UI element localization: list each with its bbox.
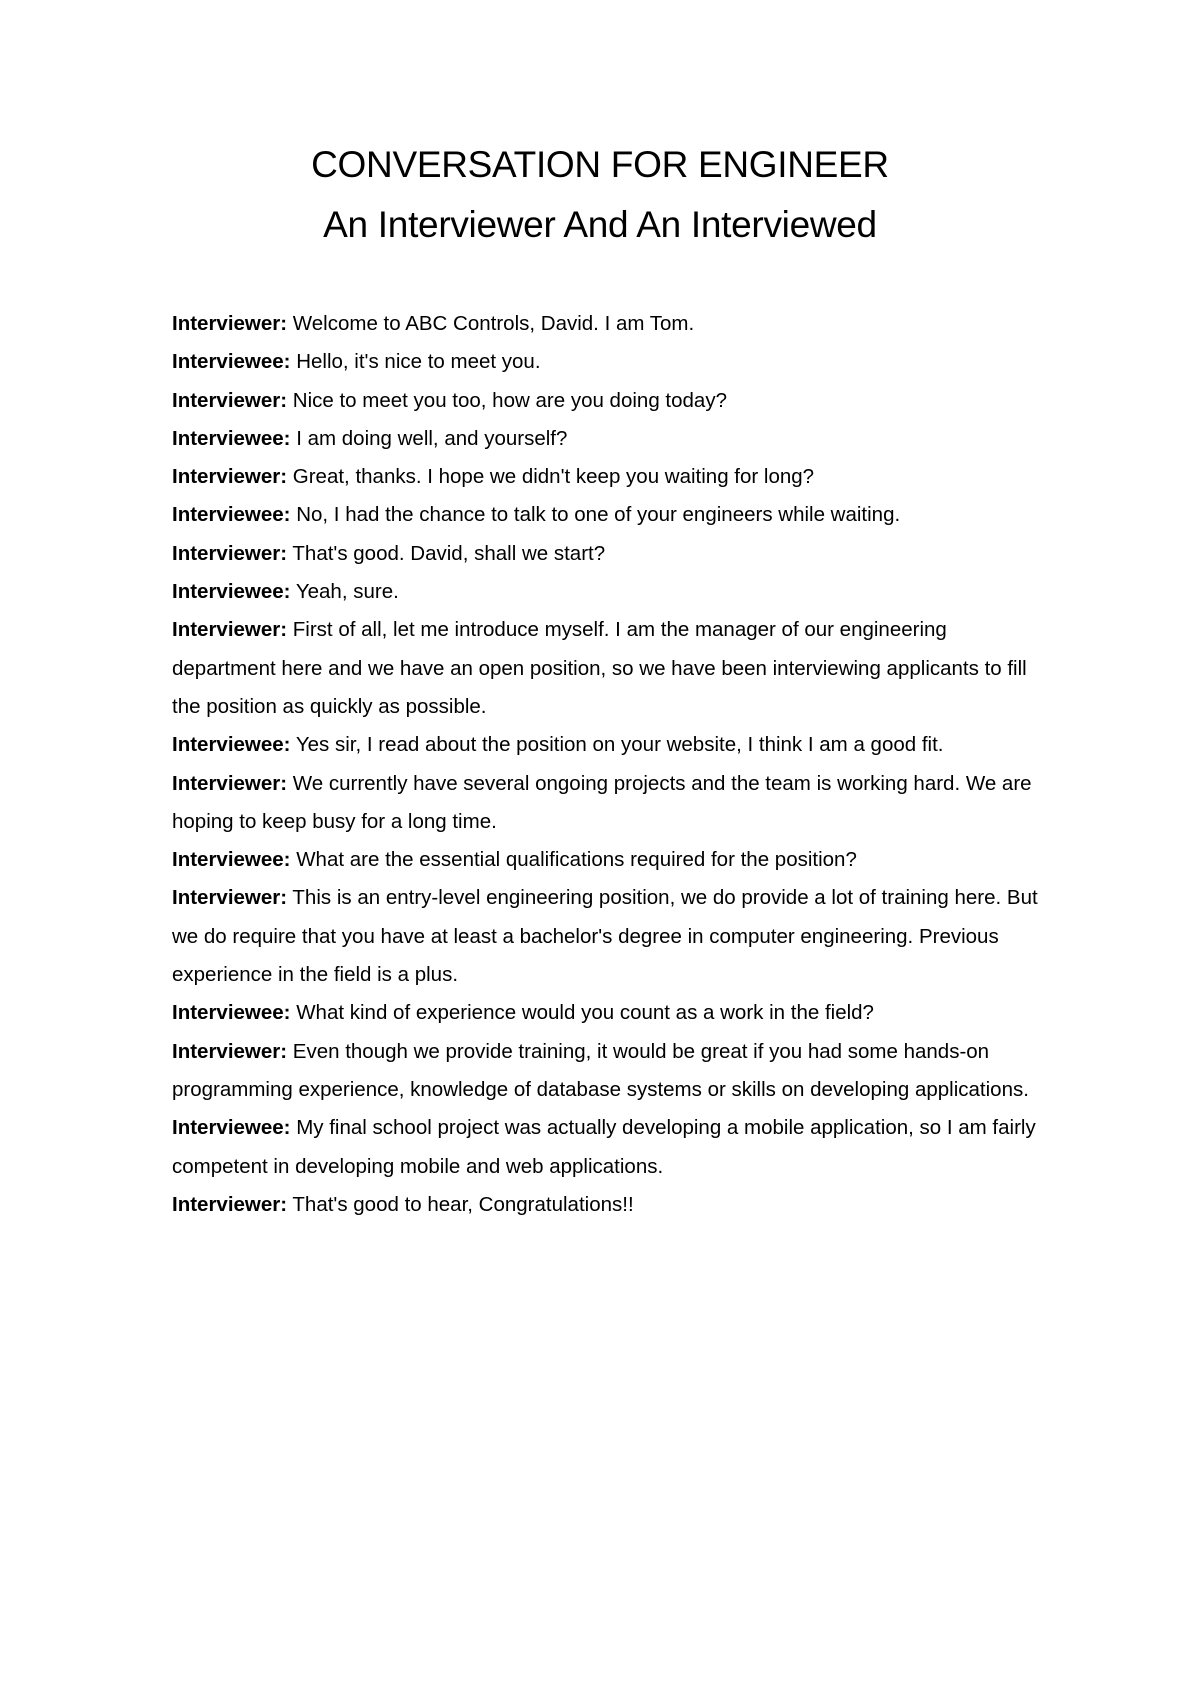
speaker-label: Interviewee: [172, 1001, 291, 1025]
utterance-text: Hello, it's nice to meet you. [296, 350, 541, 374]
speaker-label: Interviewer: [172, 388, 288, 412]
utterance-text: No, I had the chance to talk to one of your engineers while waiting. [296, 503, 901, 527]
dialogue-line [172, 458, 1042, 496]
speaker-label: Interviewee: [172, 848, 291, 872]
dialogue-line [172, 535, 1042, 573]
utterance-text: This is an entry-level engineering position, we do provide a lot of training here. But we do require that you have at least a bachelor's degree in computer engineering. Previous experience in the field is a plus. [172, 886, 1038, 987]
dialogue-line [172, 420, 1042, 458]
utterance-text: That's good. David, shall we start? [292, 541, 606, 565]
dialogue-line [172, 382, 1042, 420]
utterance-text: What kind of experience would you count as a work in the field? [296, 1001, 874, 1025]
utterance-text: I am doing well, and yourself? [296, 426, 568, 450]
utterance-text: Yeah, sure. [295, 580, 399, 604]
dialogue-line [172, 879, 1042, 994]
dialogue-line [172, 726, 1042, 764]
utterance-text: Welcome to ABC Controls, David. I am Tom. [292, 312, 695, 335]
dialogue-line [172, 1033, 1042, 1110]
utterance-text: Great, thanks. I hope we didn't keep you waiting for long? [292, 465, 815, 489]
dialogue-line [172, 841, 1042, 879]
dialogue-line [172, 994, 1042, 1032]
speaker-label: Interviewer: [172, 886, 288, 910]
speaker-label: Interviewee: [172, 1116, 291, 1140]
speaker-label: Interviewer: [172, 541, 288, 565]
dialogue-line [172, 343, 1042, 381]
utterance-text: What are the essential qualifications required for the position? [296, 848, 857, 872]
dialogue-line [172, 1109, 1042, 1186]
speaker-label: Interviewer: [172, 771, 288, 795]
utterance-text: First of all, let me introduce myself. I am the manager of our engineering department here and we have an open position, so we have been interviewing applicants to fill the position as quickly as possible. [172, 618, 1027, 718]
dialogue-line [172, 573, 1042, 611]
speaker-label: Interviewer: [172, 1192, 288, 1216]
speaker-label: Interviewee: [172, 580, 291, 604]
utterance-text: Even though we provide training, it would be great if you had some hands-on programming experience, knowledge of database systems or skills on developing applications. [172, 1039, 1029, 1101]
utterance-text: Nice to meet you too, how are you doing today? [292, 388, 727, 412]
utterance-text: That's good to hear, Congratulations!! [292, 1192, 634, 1216]
speaker-label: Interviewee: [172, 350, 291, 374]
speaker-label: Interviewer: [172, 312, 288, 335]
speaker-label: Interviewee: [172, 733, 291, 757]
utterance-text: My final school project was actually developing a mobile application, so I am fairly competent in developing mobile and web applications. [172, 1116, 1036, 1178]
speaker-label: Interviewee: [172, 503, 291, 527]
utterance-text: Yes sir, I read about the position on your website, I think I am a good fit. [295, 733, 944, 757]
speaker-label: Interviewer: [172, 618, 288, 642]
dialogue-line [172, 1186, 1042, 1224]
dialogue-line [172, 765, 1042, 842]
speaker-label: Interviewer: [172, 1039, 288, 1063]
speaker-label: Interviewer: [172, 465, 288, 489]
dialogue-line [172, 611, 1042, 726]
dialogue-line [172, 496, 1042, 534]
dialogue-line [172, 305, 1042, 343]
speaker-label: Interviewee: [172, 426, 291, 450]
document-subtitle: An Interviewer And An Interviewed [323, 204, 877, 245]
title-block [0, 140, 1200, 250]
document-title: CONVERSATION FOR ENGINEER [311, 144, 889, 185]
utterance-text: We currently have several ongoing projects and the team is working hard. We are hoping to keep busy for a long time. [172, 771, 1032, 833]
dialogue-body [172, 305, 1042, 1224]
